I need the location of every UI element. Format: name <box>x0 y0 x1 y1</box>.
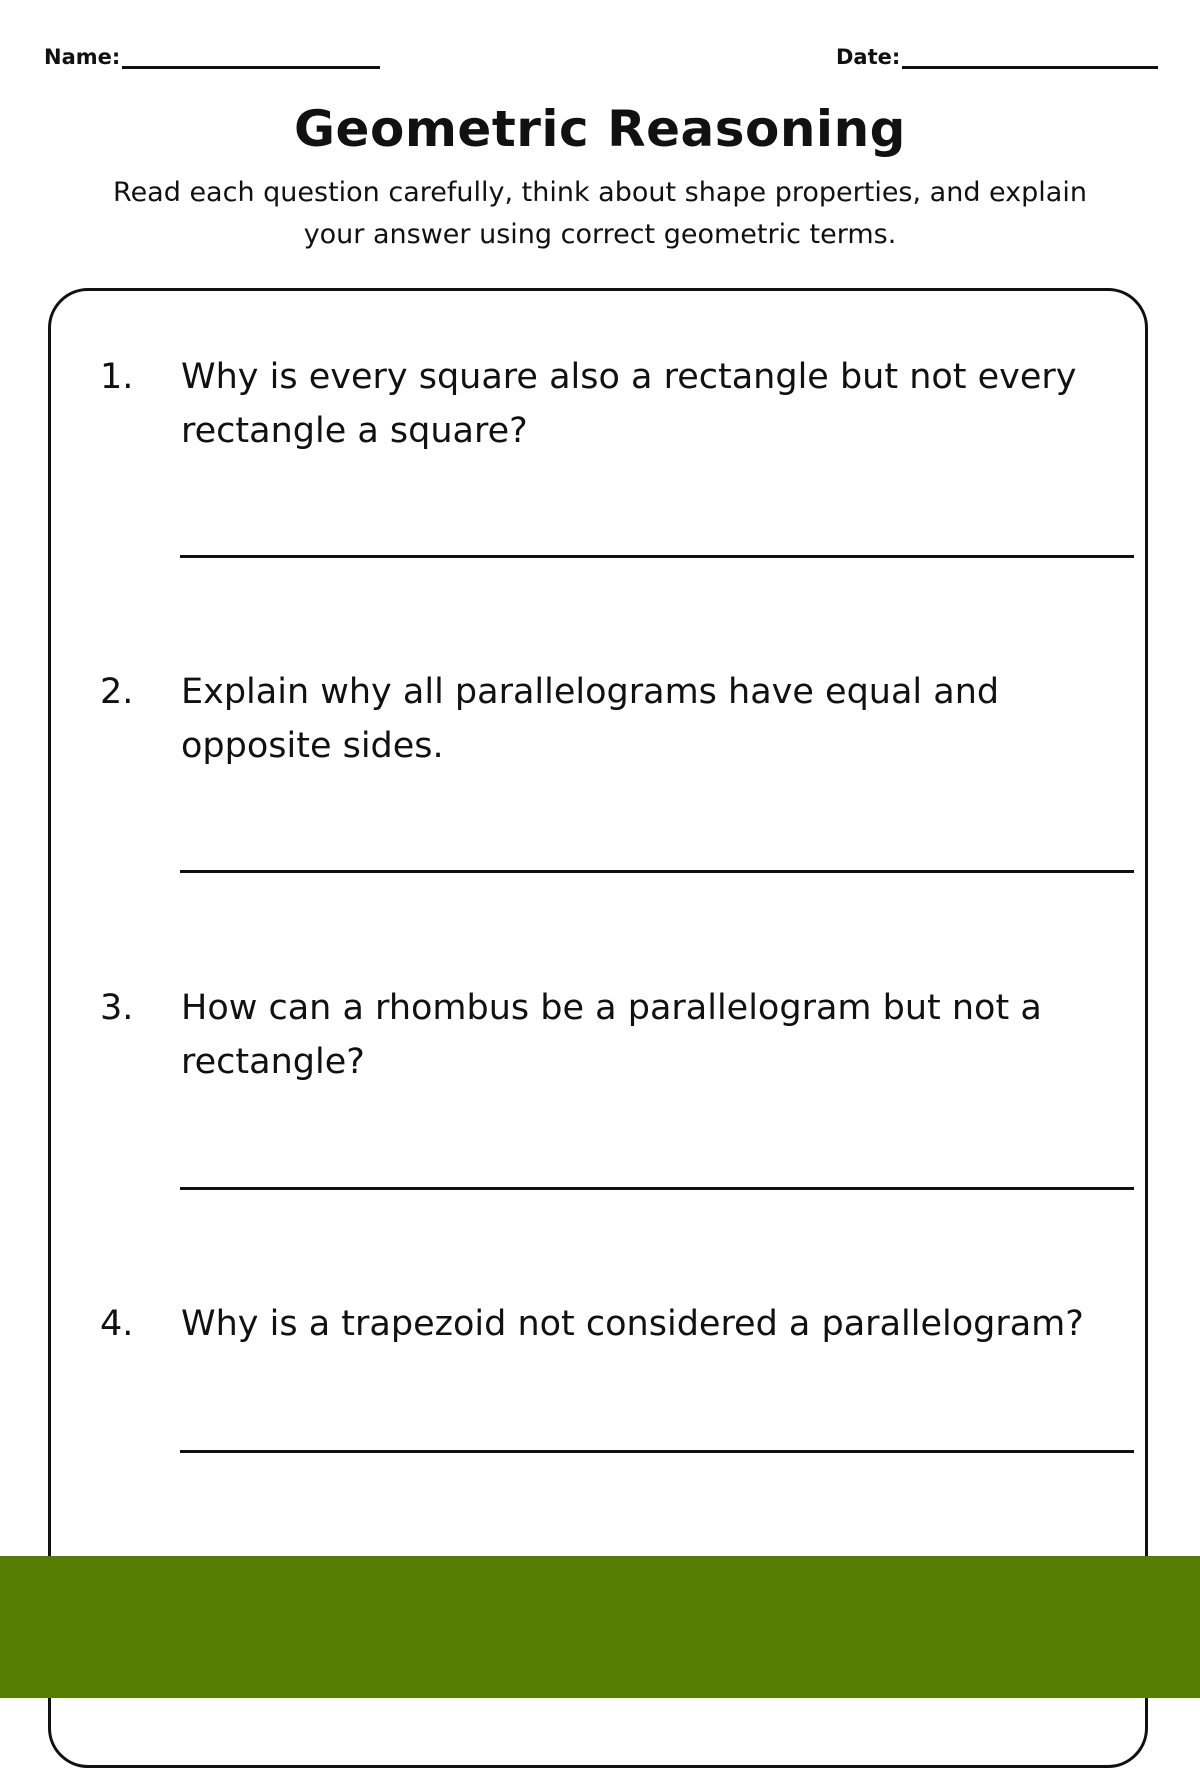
name-blank-line[interactable] <box>122 44 380 69</box>
name-label: Name: <box>44 45 121 69</box>
question-text: Why is every square also a rectangle but not every rectangle a square? <box>181 357 1077 451</box>
question-number: 1. <box>100 357 134 397</box>
question-number: 3. <box>100 988 134 1028</box>
answer-line[interactable] <box>180 870 1134 873</box>
answer-line[interactable] <box>180 1187 1134 1190</box>
footer-band <box>0 1556 1200 1698</box>
answer-line[interactable] <box>180 555 1134 558</box>
date-field[interactable] <box>836 44 1158 69</box>
name-field[interactable] <box>44 44 380 69</box>
question-number: 2. <box>100 672 134 712</box>
question-text: How can a rhombus be a parallelogram but not a rectangle? <box>181 988 1042 1082</box>
date-blank-line[interactable] <box>902 44 1158 69</box>
answer-line[interactable] <box>180 1450 1134 1453</box>
date-label: Date: <box>836 45 901 69</box>
page-title: Geometric Reasoning <box>294 100 906 158</box>
question-text: Explain why all parallelograms have equal and opposite sides. <box>181 672 1000 766</box>
question-text: Why is a trapezoid not considered a parallelogram? <box>181 1304 1084 1344</box>
instructions-text: Read each question carefully, think about shape properties, and explain your answer using correct geometric terms. <box>113 177 1087 250</box>
question-number: 4. <box>100 1304 134 1344</box>
